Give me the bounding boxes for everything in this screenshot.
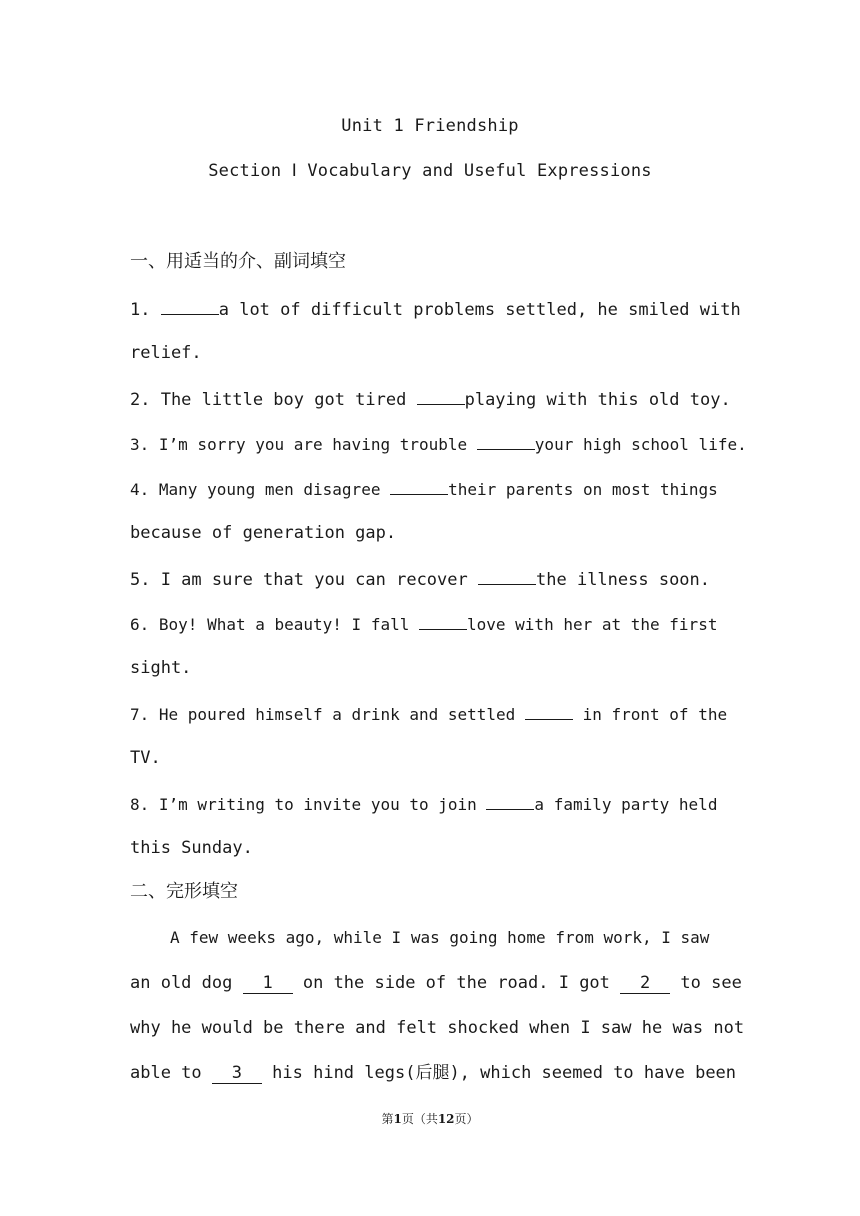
question-5-text-b: the illness soon.: [536, 570, 711, 590]
question-4-blank: [390, 476, 448, 495]
question-6-blank: [419, 611, 467, 630]
question-1-blank: [161, 296, 219, 315]
question-8-text-a: 8. I’m writing to invite you to join: [130, 795, 477, 814]
question-4-line-2: because of generation gap.: [130, 523, 397, 543]
unit-title: Unit 1 Friendship: [341, 116, 519, 136]
question-3-blank: [477, 431, 535, 450]
question-7-line-1: [130, 701, 730, 727]
page-footer: [0, 1110, 860, 1127]
question-8-line-2: this Sunday.: [130, 838, 253, 858]
question-8-blank: [486, 791, 534, 810]
cloze-line-4-text-a: able to: [130, 1063, 202, 1083]
question-7-text-a: 7. He poured himself a drink and settled: [130, 705, 516, 724]
footer-page-number: 1: [393, 1112, 402, 1126]
cloze-blank-3: 3: [212, 1063, 262, 1084]
question-1-text: a lot of difficult problems settled, he smiled with: [218, 300, 741, 320]
question-2-text-a: 2. The little boy got tired: [130, 390, 407, 410]
part1-heading: 一、用适当的介、副词填空: [130, 251, 346, 272]
question-7-line-2: TV.: [130, 748, 161, 768]
cloze-line-3: why he would be there and felt shocked when I saw he was not: [130, 1018, 745, 1038]
question-4-text-b: their parents on most things: [448, 480, 718, 499]
footer-prefix: 第: [381, 1112, 394, 1126]
question-1-line-1: [130, 296, 741, 322]
question-2-line: [130, 386, 730, 412]
question-8-line-1: [130, 791, 730, 817]
question-2-blank: [417, 386, 465, 405]
cloze-blank-2: 2: [620, 973, 670, 994]
question-7-blank: [525, 701, 573, 720]
question-2-text-b: playing with this old toy.: [464, 390, 731, 410]
cloze-line-4-text-b: his hind legs(后腿), which seemed to have been: [272, 1063, 737, 1083]
question-7-text-b: in front of the: [582, 705, 728, 724]
question-4-line-1: [130, 476, 730, 502]
question-5-line: [130, 566, 730, 592]
cloze-line-2-text-c: to see: [680, 973, 742, 993]
question-8-text-b: a family party held: [534, 795, 718, 814]
question-6-line-1: [130, 611, 730, 637]
footer-total-pages: 12: [437, 1112, 455, 1126]
question-6-line-2: sight.: [130, 658, 192, 678]
cloze-line-2-text-a: an old dog: [130, 973, 233, 993]
cloze-line-2-text-b: on the side of the road. I got: [302, 973, 610, 993]
question-5-blank: [478, 566, 536, 585]
part2-heading: 二、完形填空: [130, 881, 238, 902]
question-3-text-a: 3. I’m sorry you are having trouble: [130, 435, 468, 454]
question-6-text-a: 6. Boy! What a beauty! I fall: [130, 615, 410, 634]
question-3-line: [130, 431, 747, 457]
question-5-text-a: 5. I am sure that you can recover: [130, 570, 468, 590]
cloze-line-4: [130, 1061, 737, 1085]
question-1-line-2: relief.: [130, 343, 202, 363]
cloze-blank-1: 1: [243, 973, 293, 994]
section-title: Section Ⅰ Vocabulary and Useful Expressions: [208, 161, 652, 181]
cloze-line-2: [130, 971, 742, 995]
question-4-text-a: 4. Many young men disagree: [130, 480, 381, 499]
cloze-line-1: A few weeks ago, while I was going home from work, I saw: [170, 928, 710, 947]
question-6-text-b: love with her at the first: [467, 615, 718, 634]
question-1-number: 1.: [130, 300, 151, 320]
footer-mid: 页（共: [401, 1112, 438, 1126]
question-3-text-b: your high school life.: [534, 435, 747, 454]
footer-suffix: 页）: [454, 1112, 479, 1126]
